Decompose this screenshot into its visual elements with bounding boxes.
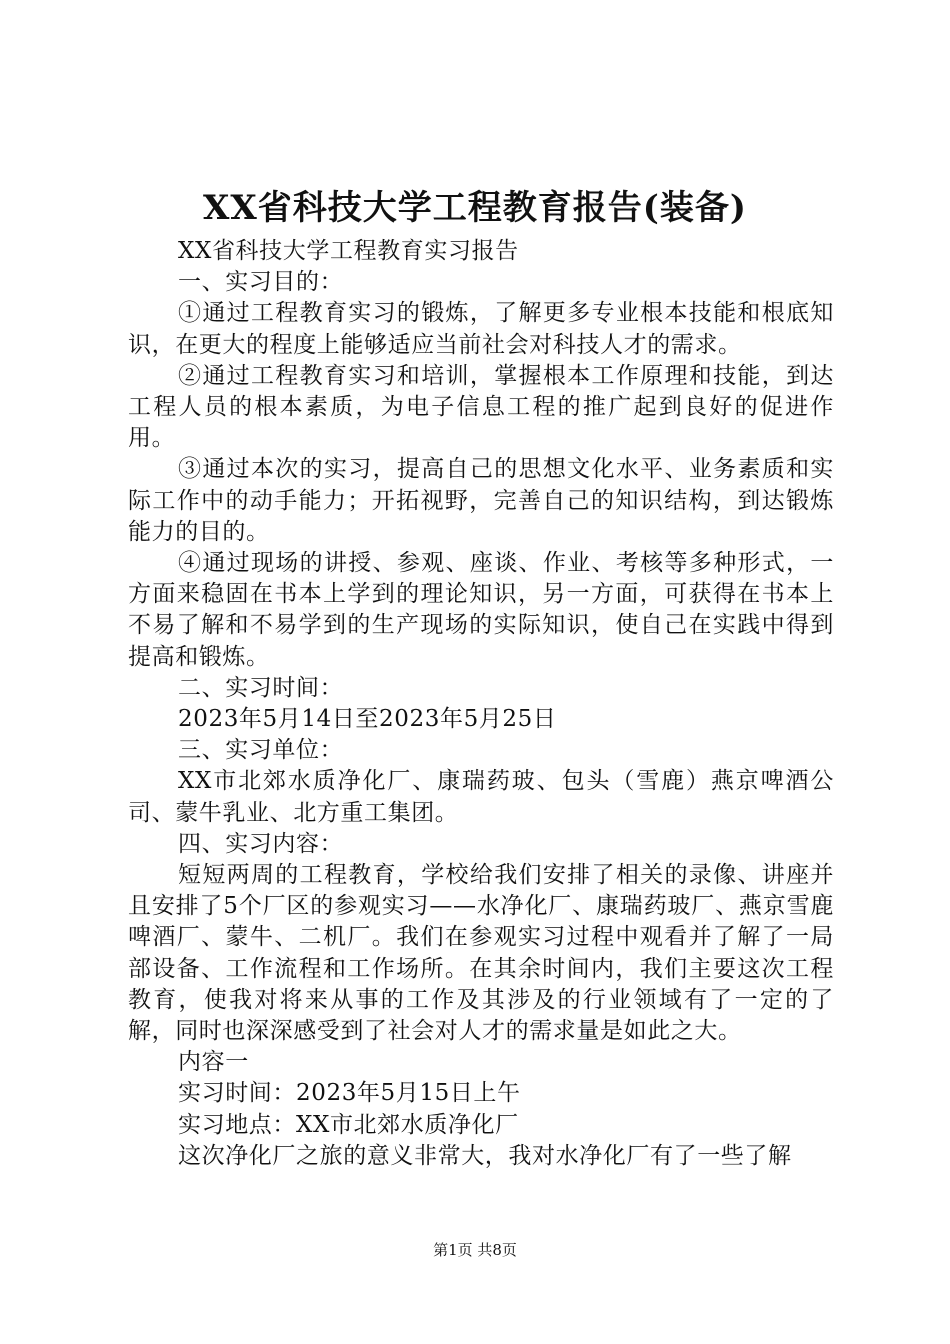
paragraph-heading-units: 三、实习单位： — [178, 737, 344, 764]
paragraph-units-list: XX市北郊水质净化厂、康瑞药玻、包头（雪鹿）燕京啤酒公司、蒙牛乳业、北方重工集团。 — [128, 768, 834, 826]
paragraph-heading-purpose: 一、实习目的： — [178, 269, 344, 296]
paragraph-content-one-time: 实习时间：2023年5月15日上午 — [178, 1080, 521, 1107]
paragraph-purpose-2: ②通过工程教育实习和培训，掌握根本工作原理和技能，到达工程人员的根本素质，为电子信息工程的推广起到良好的促进作用。 — [128, 362, 834, 452]
paragraph-content-one-heading: 内容一 — [178, 1049, 249, 1076]
document-title: XX省科技大学工程教育报告(装备) — [203, 188, 747, 228]
paragraph-purpose-3: ③通过本次的实习，提高自己的思想文化水平、业务素质和实际工作中的动手能力；开拓视野，完善自己的知识结构，到达锻炼能力的目的。 — [128, 456, 834, 545]
paragraph-report-subtitle: XX省科技大学工程教育实习报告 — [178, 238, 519, 264]
document-body — [128, 236, 834, 1172]
paragraph-content-one-text: 这次净化厂之旅的意义非常大，我对水净化厂有了一些了解 — [178, 1142, 792, 1169]
paragraph-time-range: 2023年5月14日至2023年5月25日 — [178, 706, 557, 733]
paragraph-heading-time: 二、实习时间： — [178, 674, 344, 701]
paragraph-purpose-4: ④通过现场的讲授、参观、座谈、作业、考核等多种形式，一方面来稳固在书本上学到的理论知识，另一方面，可获得在书本上不易了解和不易学到的生产现场的实际知识，使自己在实践中得到提高和锻炼。 — [128, 550, 834, 670]
paragraph-purpose-1: ①通过工程教育实习的锻炼，了解更多专业根本技能和根底知识，在更大的程度上能够适应当前社会对科技人才的需求。 — [128, 300, 834, 358]
paragraph-content-one-place: 实习地点：XX市北郊水质净化厂 — [178, 1111, 519, 1138]
paragraph-content-summary: 短短两周的工程教育，学校给我们安排了相关的录像、讲座并且安排了5个厂区的参观实习——水净化厂、康瑞药玻厂、燕京雪鹿啤酒厂、蒙牛、二机厂。我们在参观实习过程中观看并了解了一局部设备、工作流程和工作场所。在其余时间内，我们主要这次工程教育，使我对将来从事的工作及其涉及的行业领域有了一定的了解，同时也深深感受到了社会对人才的需求量是如此之大。 — [128, 862, 834, 1045]
page-number-footer: 第1页 共8页 — [433, 1241, 517, 1259]
paragraph-heading-content: 四、实习内容： — [178, 830, 344, 857]
